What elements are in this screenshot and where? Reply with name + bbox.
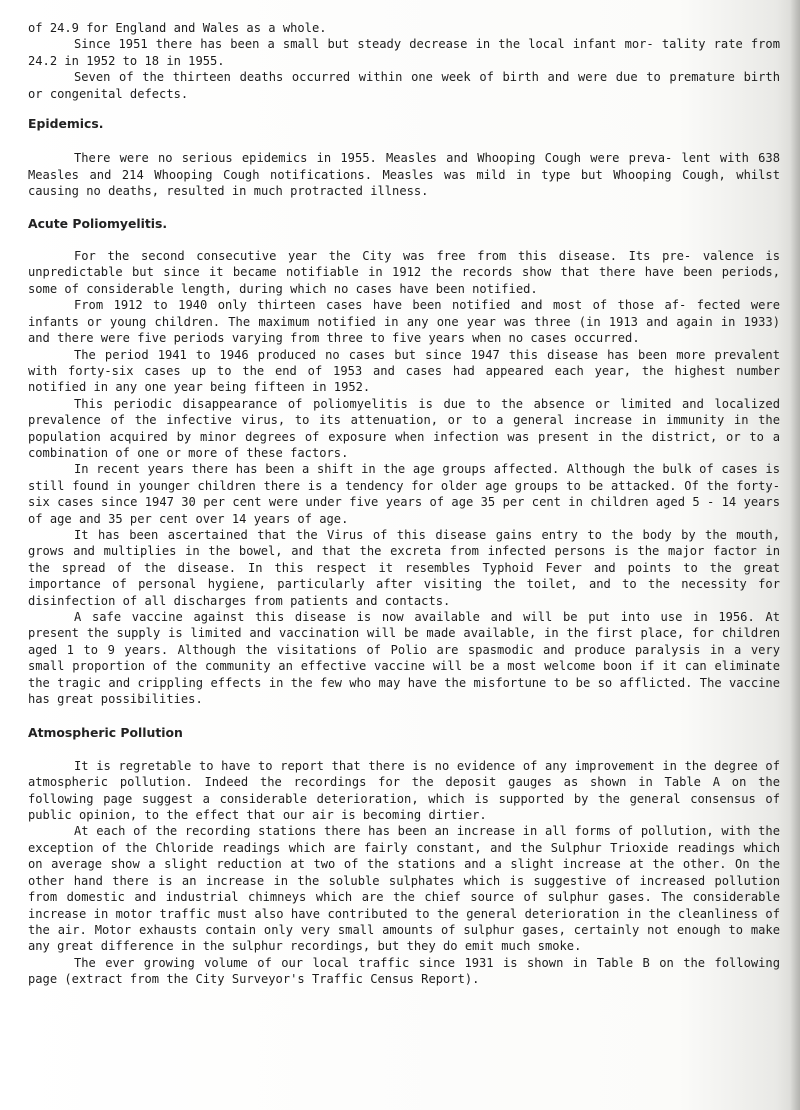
section-heading-epidemics: Epidemics. — [28, 116, 104, 132]
intro-paragraph: Since 1951 there has been a small but steady decrease in the local infant mor- tality rate from 24.2 in 1952 to 18 in 1955. — [28, 37, 780, 68]
polio-paragraph: For the second consecutive year the City was free from this disease. Its pre- valence is unpredictable but since it became notifiable in 1912 the records show that there have been periods, some of considerable length, during which no cases have been notified. — [28, 249, 780, 296]
intro-paragraph: of 24.9 for England and Wales as a whole. — [28, 21, 327, 35]
page-content — [28, 20, 780, 988]
polio-paragraph: This periodic disappearance of poliomyelitis is due to the absence or limited and localized prevalence of the infective virus, to its attenuation, or to a general increase in immunity in the population acquired by minor degrees of exposure when infection was present in the district, or to a combination of one or more of these factors. — [28, 396, 780, 460]
polio-paragraph: It has been ascertained that the Virus of this disease gains entry to the body by the mouth, grows and multiplies in the bowel, and that the excreta from infected persons is the major factor in the spread of the disease. In this respect it resembles Typhoid Fever and points to the great importance of personal hygiene, particularly after visiting the toilet, and to the necessity for disinfection of all discharges from patients and contacts. — [28, 527, 780, 608]
pollution-paragraph: It is regretable to have to report that there is no evidence of any improvement in the degree of atmospheric pollution. Indeed the recordings for the deposit gauges as shown in Table A on the following page suggest a considerable deterioration, which is supported by the general consensus of public opinion, to the effect that our air is becoming dirtier. — [28, 758, 780, 823]
polio-paragraph: The period 1941 to 1946 produced no cases but since 1947 this disease has been more prevalent with forty-six cases up to the end of 1953 and cases had appeared each year, the highest number notified in any one year being fifteen in 1952. — [28, 347, 780, 395]
polio-paragraph: From 1912 to 1940 only thirteen cases have been notified and most of those af- fected were infants or young children. The maximum notified in any one year was three (in 1913 and again in 1933) and there were five periods varying from three to five years when no cases occurred. — [28, 298, 780, 346]
epidemics-paragraph: There were no serious epidemics in 1955. Measles and Whooping Cough were preva- lent with 638 Measles and 214 Whooping Cough notifications. Measles was mild in type but Whooping Cough, whilst causing no deaths, resulted in much protracted illness. — [28, 151, 780, 199]
page-edge-shadow — [790, 0, 800, 1110]
intro-paragraph: Seven of the thirteen deaths occurred within one week of birth and were due to premature birth or congenital defects. — [28, 70, 780, 101]
section-heading-atmospheric-pollution: Atmospheric Pollution — [28, 725, 183, 741]
pollution-paragraph: At each of the recording stations there has been an increase in all forms of pollution, with the exception of the Chloride readings which are fairly constant, and the Sulphur Trioxide readings which on average show a slight reduction at two of the stations and a slight increase at the other. On the other hand there is an increase in the soluble sulphates which is suggestive of increased pollution from domestic and industrial chimneys which are the chief source of sulphur gases. The considerable increase in motor traffic must also have contributed to the general deterioration in the cleanliness of the air. Motor exhausts contain only very small amounts of sulphur gases, certainly not enough to make any great difference in the sulphur recordings, but they do emit much smoke. — [28, 824, 780, 954]
polio-paragraph: A safe vaccine against this disease is now available and will be put into use in 1956. At present the supply is limited and vaccination will be made available, in the first place, for children aged 1 to 9 years. Although the visitations of Polio are spasmodic and produce paralysis in a very small proportion of the community an effective vaccine will be a most welcome boon if it can eliminate the tragic and crippling effects in the few who may have the misfortune to be so afflicted. The vaccine has great possibilities. — [28, 610, 780, 707]
pollution-paragraph: The ever growing volume of our local traffic since 1931 is shown in Table B on the following page (extract from the City Surveyor's Traffic Census Report). — [28, 955, 780, 987]
polio-paragraph: In recent years there has been a shift in the age groups affected. Although the bulk of cases is still found in younger children there is a tendency for older age groups to be attacked. Of the forty-six cases since 1947 30 per cent were under five years of age 35 per cent in children aged 5 - 14 years of age and 35 per cent over 14 years of age. — [28, 462, 780, 526]
section-heading-poliomyelitis: Acute Poliomyelitis. — [28, 215, 168, 231]
